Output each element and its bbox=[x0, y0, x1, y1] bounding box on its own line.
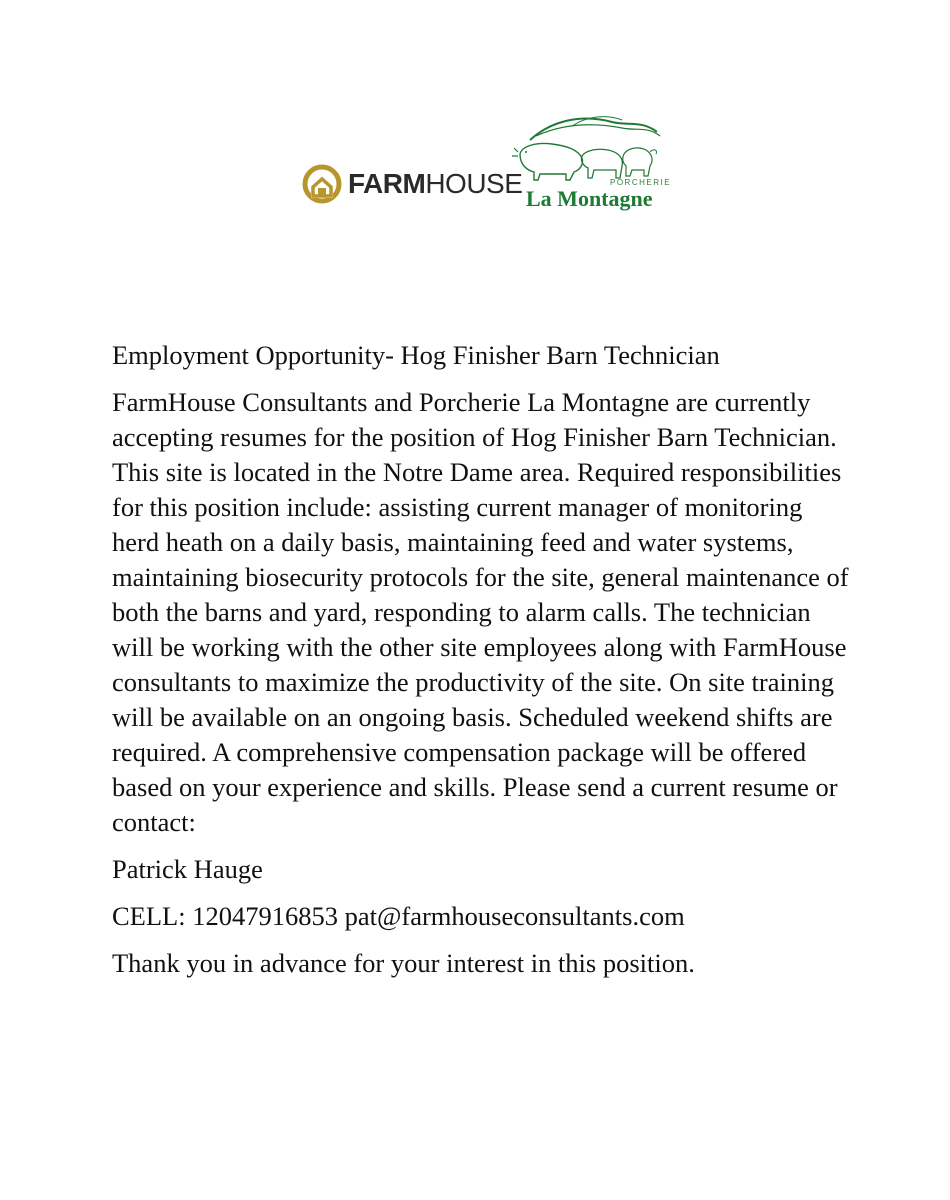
contact-line bbox=[112, 899, 852, 934]
contact-name: Patrick Hauge bbox=[112, 854, 263, 884]
posting-title: Employment Opportunity- Hog Finisher Barn Technician bbox=[112, 340, 720, 370]
farmhouse-wordmark-light: HOUSE bbox=[425, 168, 523, 199]
la-montagne-name: La Montagne bbox=[526, 186, 653, 211]
job-posting bbox=[112, 338, 852, 993]
farmhouse-logo bbox=[300, 156, 523, 212]
cell-label: CELL: bbox=[112, 901, 186, 931]
contact-email[interactable]: pat@farmhouseconsultants.com bbox=[344, 901, 685, 931]
pigs-and-hills-icon bbox=[512, 112, 672, 182]
farmhouse-wordmark bbox=[348, 168, 522, 200]
posting-body: FarmHouse Consultants and Porcherie La Montagne are currently accepting resumes for the position of Hog Finisher Barn Technician. This site is located in the Notre Dame area. Required responsibilities for this position include: assisting current manager of monitoring herd heath on a daily basis, maintaining feed and water systems, maintaining biosecurity protocols for the site, general maintenance of both the barns and yard, responding to alarm calls. The technician will be working with the other site employees along with FarmHouse consultants to maximize the productivity of the site. On site training will be available on an ongoing basis. Scheduled weekend shifts are required. A comprehensive compensation package will be offered based on your experience and skills. Please send a current resume or contact: bbox=[112, 387, 849, 837]
farmhouse-wordmark-bold: FARM bbox=[348, 168, 426, 199]
la-montagne-logo bbox=[512, 112, 672, 220]
logo-banner bbox=[300, 112, 680, 222]
cell-number: 12047916853 bbox=[192, 901, 338, 931]
la-montagne-subtitle: PORCHERIE bbox=[610, 178, 672, 187]
farmhouse-barn-icon bbox=[302, 162, 342, 206]
closing-line: Thank you in advance for your interest in this position. bbox=[112, 948, 695, 978]
